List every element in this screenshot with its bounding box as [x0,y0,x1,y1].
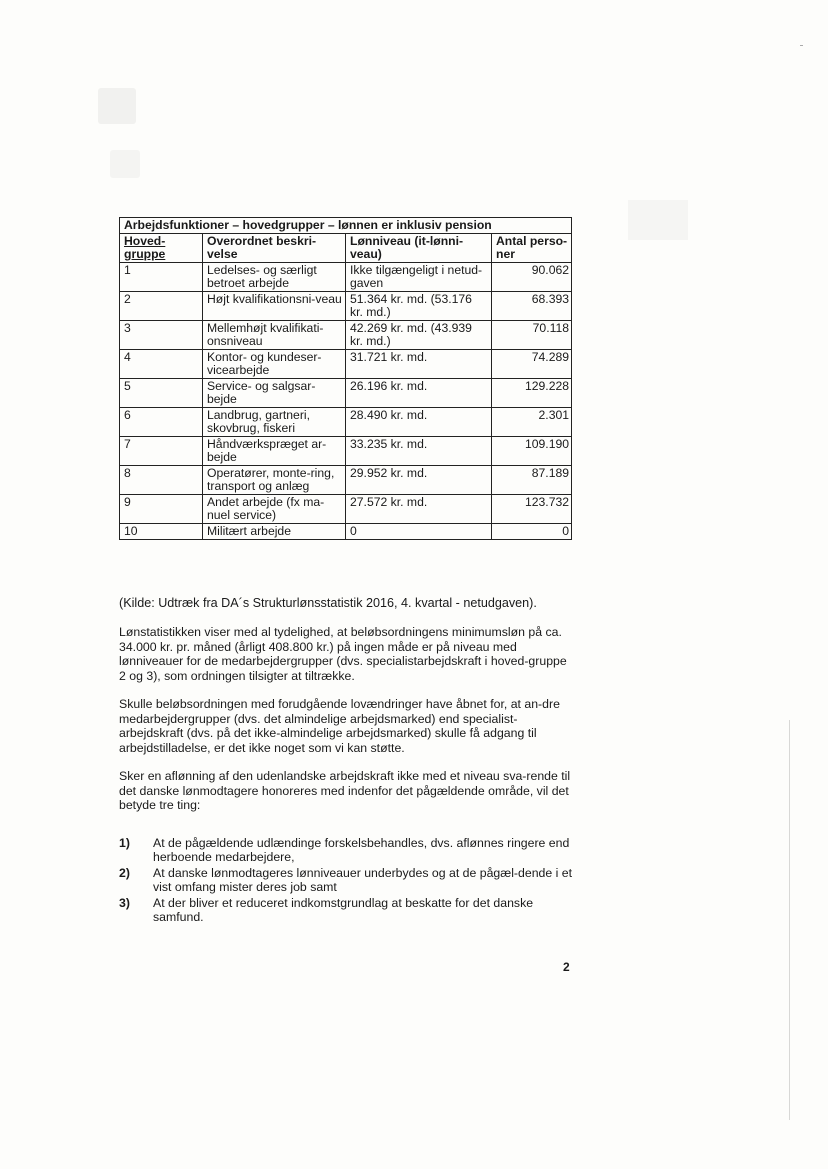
wage-table [119,217,572,540]
wage-cell: 26.196 kr. md. [346,379,492,408]
wage-cell: 33.235 kr. md. [346,437,492,466]
wage-cell: 29.952 kr. md. [346,466,492,495]
column-header: Antal perso-ner [492,234,572,263]
table-row [120,437,572,466]
description-cell: Landbrug, gartneri, skovbrug, fiskeri [203,408,346,437]
count-cell: 68.393 [492,292,572,321]
description-cell: Ledelses- og særligt betroet arbejde [203,263,346,292]
table-caption: Arbejdsfunktioner – hovedgrupper – lønnen er inklusiv pension [120,218,572,234]
list-text: At danske lønmodtageres lønniveauer underbydes og at de pågæl-dende i et vist omfang mister deres job samt [153,865,573,895]
group-cell: 9 [120,495,203,524]
table-row [120,408,572,437]
wage-cell: 27.572 kr. md. [346,495,492,524]
column-header: Overordnet beskri-velse [203,234,346,263]
column-header: Lønniveau (it-lønni-veau) [346,234,492,263]
description-cell: Håndværkspræget ar-bejde [203,437,346,466]
list-number: 2) [119,865,130,880]
paragraph: Lønstatistikken viser med al tydelighed, at beløbsordningens minimumsløn på ca. 34.000 kr. pr. måned (årligt 408.800 kr.) på ingen måde er på niveau med lønniveauer for de medarbejdergrupper (dvs. specialistarbejdskraft i hoved-gruppe 2 og 3), som ordningen tilsigter at tiltrække. [119,625,567,683]
consequence-list [119,836,574,925]
wage-cell: 31.721 kr. md. [346,350,492,379]
list-item [119,836,574,865]
table-row [120,350,572,379]
group-cell: 2 [120,292,203,321]
description-cell: Kontor- og kundeser-vicearbejde [203,350,346,379]
description-cell: Service- og salgsar-bejde [203,379,346,408]
table-row [120,495,572,524]
scan-artifact [628,200,688,240]
table-source: (Kilde: Udtræk fra DA´s Strukturlønsstatistik 2016, 4. kvartal - netudgaven). [119,596,537,610]
column-header: Hoved-gruppe [120,234,203,263]
table-row [120,263,572,292]
group-cell: 1 [120,263,203,292]
scan-artifact [110,150,140,178]
description-cell: Andet arbejde (fx ma-nuel service) [203,495,346,524]
group-cell: 5 [120,379,203,408]
paragraph: Skulle beløbsordningen med forudgående lovændringer have åbnet for, at an-dre medarbejdergrupper (dvs. det almindelige arbejdsmarked) end specialist-arbejdskraft (dvs. på det ikke-almindelige arbejdsmarked) skulle få adgang til arbejdstilladelse, er det ikke noget som vi kan støtte. [119,697,560,755]
table-row [120,466,572,495]
count-cell: 123.732 [492,495,572,524]
page-number: 2 [563,960,570,974]
list-item [119,866,574,895]
wage-cell: Ikke tilgængeligt i netud-gaven [346,263,492,292]
count-cell: 0 [492,524,572,540]
table-row [120,292,572,321]
list-number: 1) [119,836,130,850]
count-cell: 70.118 [492,321,572,350]
description-cell: Højt kvalifikationsni-veau [203,292,346,321]
scan-artifact [98,88,136,124]
count-cell: 74.289 [492,350,572,379]
description-cell: Mellemhøjt kvalifikati-onsniveau [203,321,346,350]
table-row [120,524,572,540]
wage-cell: 28.490 kr. md. [346,408,492,437]
table-row [120,321,572,350]
list-text: At de pågældende udlændinge forskelsbehandles, dvs. aflønnes ringere end herboende medarbejdere, [153,836,570,865]
count-cell: 90.062 [492,263,572,292]
group-cell: 6 [120,408,203,437]
table-row [120,379,572,408]
list-item [119,896,574,925]
description-cell: Operatører, monte-ring, transport og anlæg [203,466,346,495]
group-cell: 8 [120,466,203,495]
paragraph: Sker en aflønning af den udenlandske arbejdskraft ikke med et niveau sva-rende til det danske lønmodtagere honoreres med indenfor det pågældende område, vil det betyde tre ting: [119,769,571,813]
group-cell: 4 [120,350,203,379]
group-cell: 3 [120,321,203,350]
wage-cell: 51.364 kr. md. (53.176 kr. md.) [346,292,492,321]
group-cell: 7 [120,437,203,466]
table-header-row [120,234,572,263]
scan-artifact [789,720,790,1120]
count-cell: 129.228 [492,379,572,408]
description-cell: Militært arbejde [203,524,346,540]
wage-cell: 42.269 kr. md. (43.939 kr. md.) [346,321,492,350]
count-cell: 87.189 [492,466,572,495]
group-cell: 10 [120,524,203,540]
scan-artifact [800,45,803,46]
count-cell: 2.301 [492,408,572,437]
count-cell: 109.190 [492,437,572,466]
list-text: At der bliver et reduceret indkomstgrundlag at beskatte for det danske samfund. [153,895,534,925]
list-number: 3) [119,895,130,910]
wage-cell: 0 [346,524,492,540]
